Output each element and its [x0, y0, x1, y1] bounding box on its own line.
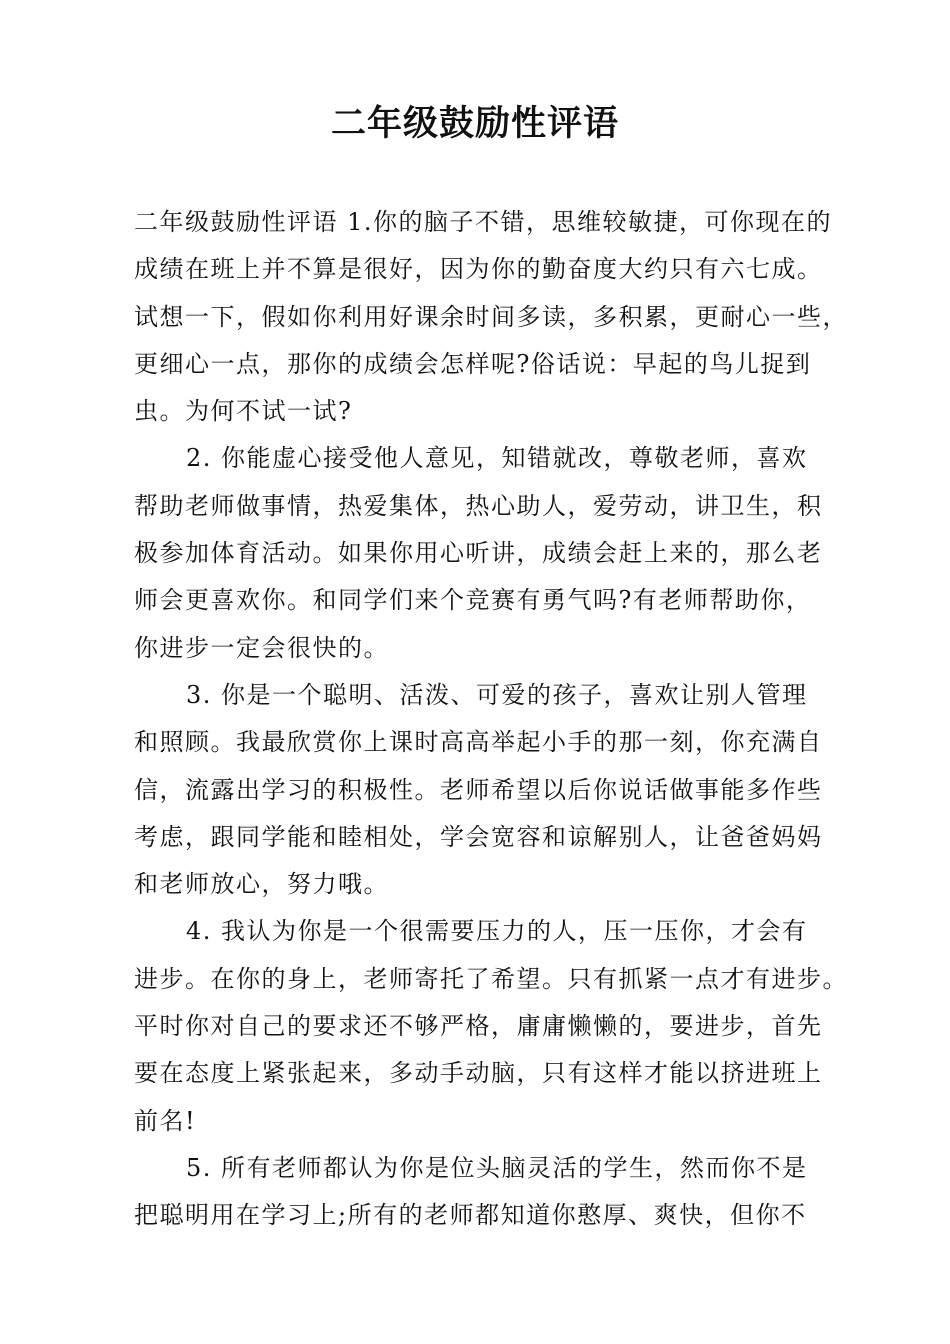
text-line: 你进步一定会很快的。: [134, 633, 389, 662]
text-line: 虫。为何不试一试?: [134, 397, 353, 426]
text-line: 把聪明用在学习上;所有的老师都知道你憨厚、爽快，但你不: [134, 1201, 807, 1230]
text-line: 成绩在班上并不算是很好，因为你的勤奋度大约只有六七成。: [134, 255, 823, 284]
text-line: 前名!: [134, 1106, 197, 1135]
paragraph-start-line: 4. 我认为你是一个很需要压力的人，压一压你，才会有: [186, 917, 808, 946]
paragraph-start-line: 2. 你能虚心接受他人意见，知错就改，尊敬老师，喜欢: [186, 444, 808, 473]
text-line: 信，流露出学习的积极性。老师希望以后你说话做事能多作些: [134, 775, 823, 804]
text-line: 要在态度上紧张起来，多动手动脑，只有这样才能以挤进班上: [134, 1059, 823, 1088]
text-line: 和照顾。我最欣赏你上课时高高举起小手的那一刻，你充满自: [134, 728, 823, 757]
text-line: 极参加体育活动。如果你用心听讲，成绩会赶上来的，那么老: [134, 539, 823, 568]
text-line: 进步。在你的身上，老师寄托了希望。只有抓紧一点才有进步。: [134, 964, 848, 993]
document-title: 二年级鼓励性评语: [330, 104, 619, 144]
text-line: 更细心一点，那你的成绩会怎样呢?俗话说：早起的鸟儿捉到: [134, 349, 812, 378]
text-line: 考虑，跟同学能和睦相处，学会宽容和谅解别人，让爸爸妈妈: [134, 822, 823, 851]
text-line: 二年级鼓励性评语 1.你的脑子不错，思维较敏捷，可你现在的: [134, 208, 833, 236]
text-line: 试想一下，假如你利用好课余时间多读，多积累，更耐心一些，: [134, 302, 848, 331]
paragraph-start-line: 3. 你是一个聪明、活泼、可爱的孩子，喜欢让别人管理: [186, 680, 808, 709]
text-line: 和老师放心，努力哦。: [134, 870, 389, 899]
document-body: [134, 199, 854, 1240]
text-line: 平时你对自己的要求还不够严格，庸庸懒懒的，要进步，首先: [134, 1012, 823, 1041]
text-line: 帮助老师做事情，热爱集体，热心助人，爱劳动，讲卫生，积: [134, 491, 823, 520]
paragraph-start-line: 5. 所有老师都认为你是位头脑灵活的学生，然而你不是: [186, 1153, 808, 1182]
text-line: 师会更喜欢你。和同学们来个竞赛有勇气吗?有老师帮助你，: [134, 586, 812, 615]
